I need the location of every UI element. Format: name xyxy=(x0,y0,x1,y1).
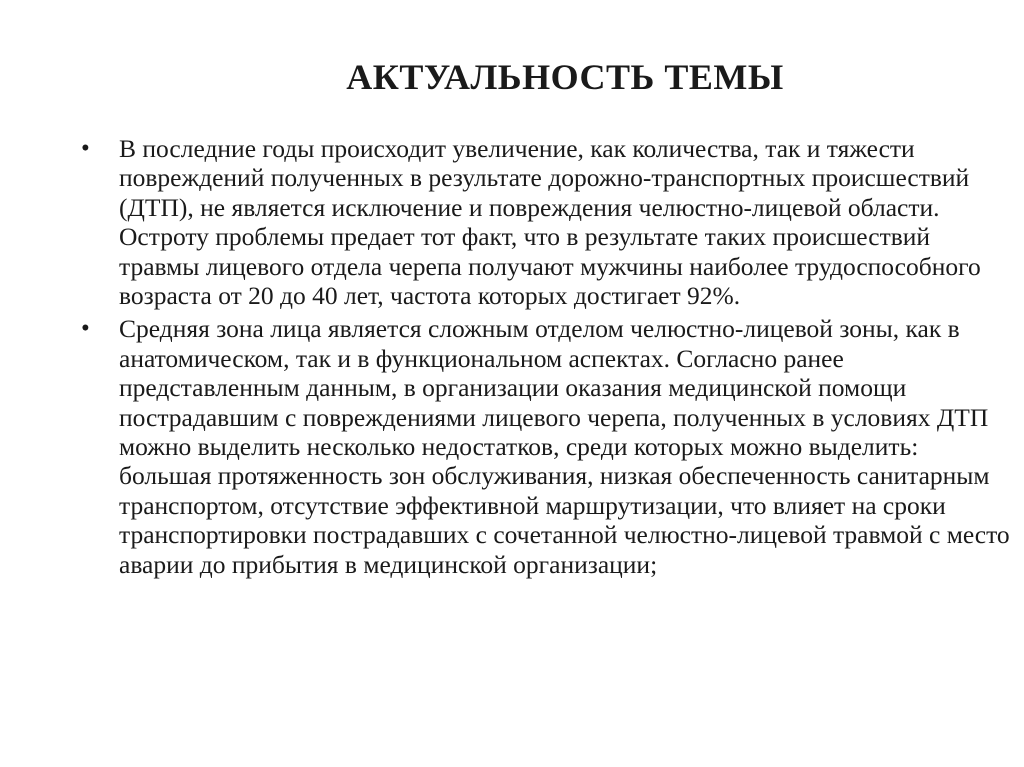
bullet-text-2: Средняя зона лица является сложным отделом челюстно-лицевой зоны, как в анатомическом, так и в функциональном аспектах. Согласно ранее представленным данным, в организации оказания медицинской помощи пострадавшим с повреждениями лицевого черепа, полученных в условиях ДТП можно выделить несколько недостатков, среди которых можно выделить: большая протяженность зон обслуживания, низкая обеспеченность санитарным транспортом, отсутствие эффективной маршрутизации, что влияет на сроки транспортировки пострадавших с сочетанной челюстно-лицевой травмой с место аварии до прибытия в медицинской организации; xyxy=(119,314,1010,579)
bullet-item-1 xyxy=(77,134,1012,310)
bullet-icon: • xyxy=(81,315,90,343)
bullet-item-2 xyxy=(77,314,1012,579)
bullet-text-1: В последние годы происходит увеличение, как количества, так и тяжести повреждений полученных в результате дорожно-транспортных происшествий (ДТП), не является исключение и повреждения челюстно-лицевой области. Остроту проблемы предает тот факт, что в результате таких происшествий травмы лицевого отдела черепа получают мужчины наиболее трудоспособного возраста от 20 до 40 лет, частота которых достигает 92%. xyxy=(119,134,981,311)
bullet-list xyxy=(77,134,1012,583)
slide-title: АКТУАЛЬНОСТЬ ТЕМЫ xyxy=(346,57,784,97)
bullet-icon: • xyxy=(81,135,90,162)
